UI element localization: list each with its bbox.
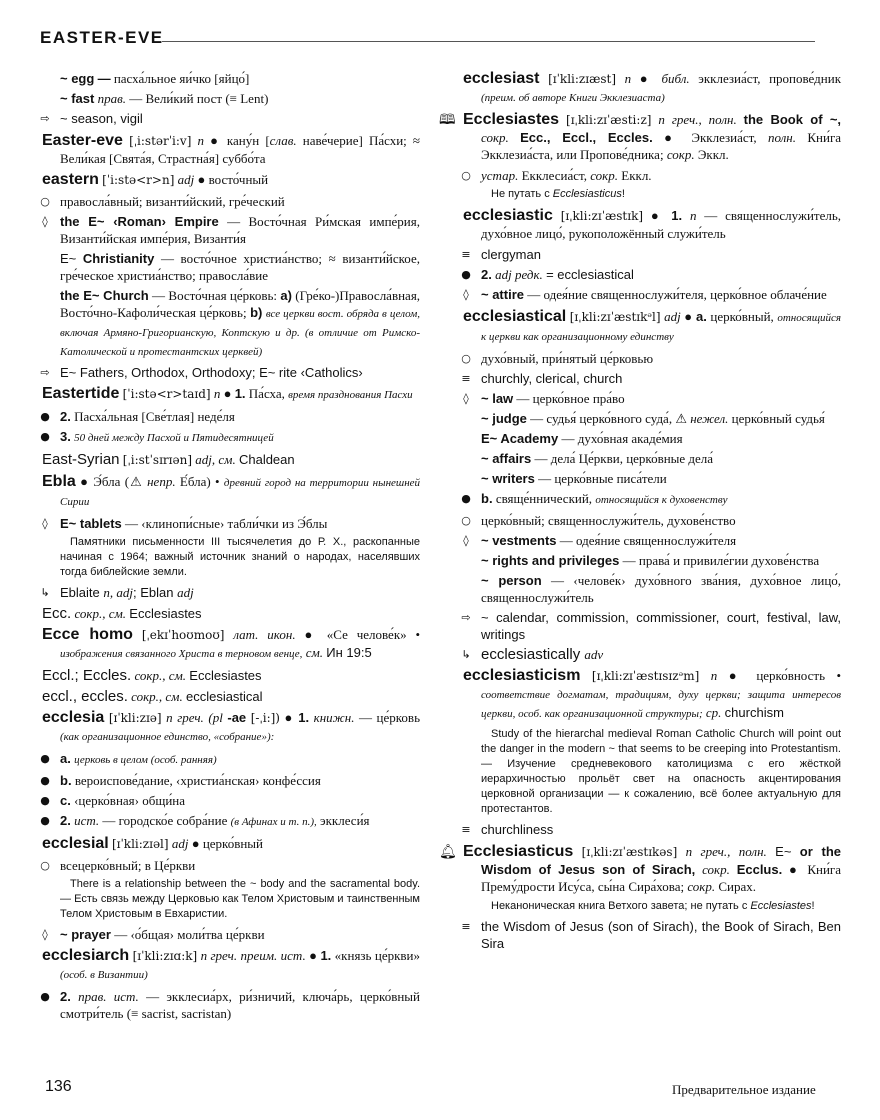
bullet-icon: ● <box>40 430 50 443</box>
headword: East-Syrian <box>42 451 120 468</box>
entry-ebla: Ebla ● Э́бла (⚠ непр. Е́бла) • древний город на территории нынешней Сирии <box>42 473 421 508</box>
sense: ○ церко́вный; священнослужи́тель, духове́нство <box>463 512 841 529</box>
sense: ● 2. adj редк. = ecclesiastical <box>463 266 841 283</box>
entry-ecclesiastical: ecclesiastical [ɪˌkli:zɪˈæstɪkᵊl] adj ● a. церко́вный, относящийся к церкви как организационному единству <box>463 308 842 343</box>
diamond-icon: ◊ <box>42 517 48 530</box>
see-also: ⇨ ~ calendar, commission, commissioner, court, festival, law, writings <box>463 609 841 643</box>
book-icon: 🕮 <box>439 112 456 128</box>
warning-icon: ⚠ <box>675 411 687 426</box>
headword: Ebla <box>42 473 76 490</box>
footer-edition: Предварительное издание <box>672 1082 816 1097</box>
phrase: ~ writers — церко́вные писа́тели <box>481 471 667 486</box>
circle-icon: ○ <box>461 169 471 182</box>
phrase-fast: ~ fast прав. — Вели́кий пост (≡ Lent) <box>60 91 269 106</box>
sense: ● 2. прав. ист. — экклесиа́рх, ри́зничий, ключа́рь, церко́вный смотри́тель (≡ sacrist, sacristan) <box>42 988 420 1022</box>
derivatives: ↳ Eblaite n, adj; Eblan adj <box>42 584 420 601</box>
bullet-icon: ● <box>40 752 50 765</box>
sense: ○ правосла́вный; византи́йский, гре́ческий <box>42 193 420 210</box>
cross-reference-link[interactable]: churchism <box>724 705 784 720</box>
sense: ○ устар. Екклесиа́ст, сокр. Еккл. <box>463 167 841 184</box>
headword: ecclesiasticism <box>463 667 581 684</box>
equivalent-icon: ≡ <box>461 823 471 836</box>
phrase: E~ Academy — духо́вная акаде́мия <box>481 431 683 446</box>
sense: ● b. вероиспове́дание, ‹христиа́нская› конфе́ссия <box>42 772 420 789</box>
entry-ecclesiarch: ecclesiarch [ɪˈkli:zɪɑ:k] n греч. преим. ист. ● 1. «князь це́ркви» (особ. в Византии) <box>42 947 420 981</box>
phrase: ◊ ~ prayer — ‹о́бщая› моли́тва це́ркви <box>42 926 420 943</box>
warning-icon: ⚠ <box>129 474 143 489</box>
entry-ecclesiastic: ecclesiastic [ɪˌkli:zɪˈæstɪk] ● 1. n — священнослужи́тель, духо́вное лицо́, рукоположённый служи́тель <box>463 207 842 241</box>
entry-ecclesial: ecclesial [ɪˈkli:zɪəl] adj ● церко́вный <box>42 835 263 852</box>
headword: ecclesia <box>42 709 105 726</box>
bullet-icon: ● <box>40 410 50 423</box>
entry-ecclesiastes: 🕮 Ecclesiastes [ɪˌkli:zɪˈæsti:z] n греч., полн. the Book of ~, сокр. Ecc., Eccl., Eccles. ● Экклезиа́ст, полн. Кни́га Экклезиа́ста, или Пропове́дника; сокр. Эккл. <box>439 111 842 162</box>
usage-note: Неканоническая книга Ветхого завета; не путать с Ecclesiastes! <box>491 900 815 912</box>
headword: ecclesial <box>42 835 109 852</box>
sense: ● c. ‹церко́вная› общи́на <box>42 792 420 809</box>
diamond-icon: ◊ <box>463 288 469 301</box>
headword: Easter-eve <box>42 132 123 149</box>
circle-icon: ○ <box>461 514 471 527</box>
cross-reference-link[interactable]: Ин 19:5 <box>326 645 372 660</box>
phrase: ◊ the E~ ‹Roman› Empire — Восто́чная Ри́мская импе́рия, Византи́йская импе́рия, Византи́я <box>42 213 420 247</box>
headword: Eccl.; Eccles. <box>42 667 132 684</box>
bullet-icon: ● <box>40 990 50 1003</box>
synonym: ≡ the Wisdom of Jesus (son of Sirach), the Book of Sirach, Ben Sira <box>463 918 841 952</box>
phrase: ◊ ~ vestments — одея́ние священнослужи́теля <box>463 532 841 549</box>
phrase: the E~ Church — Восто́чная це́рковь: a) (Гре́ко-)Правосла́вная, Восто́чно-Кафоли́ческая це́рковь; b) все церкви вост. обряда в целом, включая Армяно-Григорианскую, Коптскую и др. (в отличие от Римско-Католической и протестантских церквей) <box>60 288 421 358</box>
cross-reference-link[interactable]: Ecclesiastes <box>189 668 262 683</box>
diamond-icon: ◊ <box>42 215 48 228</box>
see-also: ⇨ E~ Fathers, Orthodox, Orthodoxy; E~ rite ‹Catholics› <box>42 364 420 381</box>
entry-eccl: Eccl.; Eccles. сокр., см. Ecclesiastes <box>42 667 262 684</box>
diamond-icon: ◊ <box>463 392 469 405</box>
headword: ecclesiast <box>463 70 540 87</box>
entry-east-syrian: East-Syrian [ˌi:stˈsɪrɪən] adj, см. Chaldean <box>42 451 295 468</box>
phrase: ◊ ~ law — церко́вное пра́во <box>463 390 841 407</box>
entry-ecclesiasticus: 🔔︎ Ecclesiasticus [ɪˌkli:zɪˈæstɪkəs] n греч., полн. E~ or the Wisdom of Jesus son of Sirach, сокр. Ecclus. ● Кни́га Прему́дрости Ису́са, сы́на Сира́хова; сокр. Сирах. <box>439 843 842 894</box>
bullet-icon: ● <box>40 774 50 787</box>
phrase: ◊ E~ tablets — ‹клинопи́сные› табли́чки из Э́блы <box>42 515 420 532</box>
entry-ecclesiast: ecclesiast [ɪˈkli:zɪæst] n ● библ. экклезиа́ст, пропове́дник (преим. об авторе Книги Экклезиаста) <box>463 70 842 104</box>
headword: ecclesiarch <box>42 947 130 964</box>
sense: ● a. церковь в целом (особ. ранняя) <box>42 750 420 769</box>
right-column <box>439 70 842 955</box>
phrase: ~ judge — судья́ церко́вного суда́, ⚠ нежел. церко́вный судья́ <box>481 411 825 426</box>
headword: Ecc. <box>42 605 72 622</box>
circle-icon: ○ <box>40 859 50 872</box>
equivalent-icon: ≡ <box>461 372 471 385</box>
usage-note: Не путать с Ecclesiasticus! <box>491 188 625 200</box>
phrase: ◊ ~ attire — одея́ние священнослужи́теля, церко́вное облаче́ние <box>463 286 841 303</box>
derivatives: ↳ ecclesiastically adv <box>463 646 841 663</box>
equivalent-icon: ≡ <box>461 248 471 261</box>
bullet-icon: ● <box>461 268 471 281</box>
entry-ecclesiasticism: ecclesiasticism [ɪˌkli:zɪˈæstɪsɪzᵊm] n ● церко́вность • соответствие догматам, традициям, духу церкви; защита интересов церкви, особ. как организационной структуры; ср. churchism <box>463 667 842 720</box>
entry-eccl-lower: eccl., eccles. сокр., см. ecclesiastical <box>42 688 263 705</box>
cross-reference-link[interactable]: ecclesiastical <box>185 689 263 704</box>
entry-eastertide: Eastertide [ˈi:stə<r>taɪd] n ● 1. Па́сха, время празднования Пасхи <box>42 385 413 402</box>
equivalent-icon: ≡ <box>461 920 471 933</box>
headword: Ecclesiastes <box>463 111 560 128</box>
headword: Ecclesiasticus <box>463 843 574 860</box>
see-also-arrow-icon: ⇨ <box>461 611 471 624</box>
phrase: ~ rights and privileges — права́ и привиле́гии духове́нства <box>481 553 820 568</box>
see-also-arrow-icon: ⇨ <box>40 112 50 125</box>
headword: eccl., eccles. <box>42 688 128 705</box>
entry-eastern: eastern [ˈi:stə<r>n] adj ● восто́чный <box>42 171 269 188</box>
bullet-icon: ● <box>461 492 471 505</box>
phrase-egg: ~ egg — пасха́льное яи́чко [яйцо́] <box>60 71 250 86</box>
phrase: E~ Christianity — восто́чное христиа́нство; ≈ византи́йское, гре́ческое христиа́нство; правосла́вие <box>60 251 420 283</box>
circle-icon: ○ <box>461 352 471 365</box>
sense: ○ всецерко́вный; в Це́ркви <box>42 857 420 874</box>
derivative-arrow-icon: ↳ <box>461 648 471 661</box>
phrase: ~ affairs — дела́ Це́ркви, церко́вные дела́ <box>481 451 714 466</box>
header-title: EASTER-EVE <box>40 28 164 47</box>
sense: ○ духо́вный, при́нятый це́рковью <box>463 350 841 367</box>
example-note: Study of the hierarchal medieval Roman Catholic Church will point out the danger in the modern ~ that seems to be creeping into Protestantism. — Изучение средневекового католицизма с его жёсткой иерархичностью прольёт свет на опасность акцентирования церковной организации — к сожалению, всё более актуальную для протестантов. <box>481 728 841 815</box>
cross-reference-link[interactable]: Chaldean <box>238 452 295 467</box>
diamond-icon: ◊ <box>42 928 48 941</box>
diamond-icon: ◊ <box>463 534 469 547</box>
header-rule <box>162 41 815 42</box>
derivative-arrow-icon: ↳ <box>40 586 50 599</box>
usage-note: Памятники письменности III тысячелетия до Р. Х., раскопанные начиная с 1964; важный источник знаний о народах, населявших тогда библейские земли. <box>60 536 420 578</box>
running-header <box>40 28 815 48</box>
sense-bullet-icon: ● <box>210 133 221 148</box>
entry-ecclesia: ecclesia [ɪˈkli:zɪə] n греч. (pl -ae [-ˌi:]) ● 1. книжн. — це́рковь (как организационное единство, «собрание»): <box>42 709 420 743</box>
synonym: ≡ churchliness <box>463 821 841 838</box>
entry-ecc: Ecc. сокр., см. Ecclesiastes <box>42 605 202 622</box>
left-column <box>42 70 420 1025</box>
synonym: ≡ clergyman <box>463 246 841 263</box>
synonym: ≡ churchly, clerical, church <box>463 370 841 387</box>
sense: ● 3. 50 дней между Пасхой и Пятидесятницей <box>42 428 420 447</box>
bullet-icon: ● <box>40 794 50 807</box>
sense: ● 2. ист. — городско́е собра́ние (в Афинах и т. п.), экклеси́я <box>42 812 420 831</box>
page-number: 136 <box>45 1078 72 1095</box>
sense: ● b. свяще́ннический, относящийся к духовенству <box>463 490 841 509</box>
headword: Ecce homo <box>42 626 133 643</box>
phrase: ~ person — ‹челове́к› духо́вного зва́ния, духо́вное лицо́, священнослужи́тель <box>481 573 842 605</box>
see-also-arrow-icon: ⇨ <box>40 366 50 379</box>
sense: ● 2. Пасха́льная [Све́тлая] неде́ля <box>42 408 420 425</box>
see-also-season: ⇨ ~ season, vigil <box>42 110 420 127</box>
example-note: There is a relationship between the ~ body and the sacramental body. — Есть связь между Церковью как Телом Христовым и таинственным Телом Христовым в Евхаристии. <box>60 878 420 920</box>
bell-icon: 🔔︎ <box>439 844 457 860</box>
circle-icon: ○ <box>40 195 50 208</box>
headword: Eastertide <box>42 385 120 402</box>
entry-ecce-homo: Ecce homo [ˌekɪˈhoʊmoʊ] лат. икон. ● «Се челове́к» • изображения связанного Христа в терновом венце, см. Ин 19:5 <box>42 626 421 660</box>
entry-easter-eve: Easter-eve [ˌi:stərˈi:v] n ● кану́н [слав. наве́черие] Па́схи; ≈ Вели́кая [Свята́я, Страстна́я] суббо́та <box>42 132 421 166</box>
headword: eastern <box>42 171 99 188</box>
cross-reference-link[interactable]: Ecclesiastes <box>129 606 202 621</box>
headword: ecclesiastic <box>463 207 553 224</box>
bullet-icon: ● <box>40 814 50 827</box>
headword: ecclesiastical <box>463 308 567 325</box>
